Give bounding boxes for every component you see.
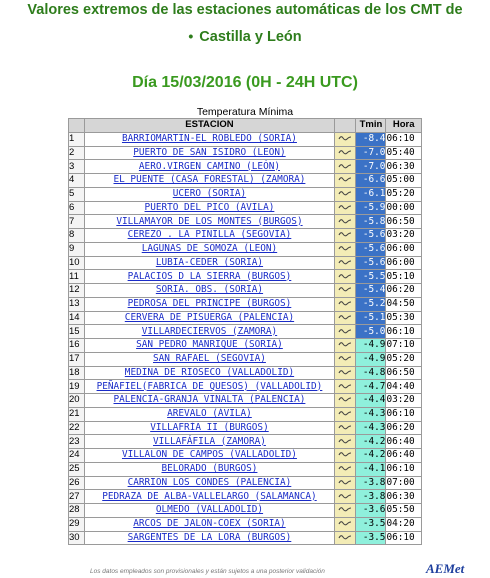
hour-value: 04:20: [386, 517, 422, 531]
footnote: Los datos empleados son provisionales y están sujetos a una posterior validación: [90, 568, 325, 575]
table-row: [69, 270, 422, 284]
date-heading: Día 15/03/2016 (0H - 24H UTC): [132, 74, 358, 91]
station-link[interactable]: MEDINA DE RIOSECO (VALLADOLID): [84, 366, 335, 380]
table-row: [69, 531, 422, 545]
hour-value: 06:10: [386, 407, 422, 421]
tmin-value: -4.9: [356, 352, 386, 366]
extremes-table: [68, 118, 422, 545]
tmin-value: -5.9: [356, 201, 386, 215]
col-header-hora: Hora: [386, 119, 422, 133]
graph-icon[interactable]: [335, 242, 356, 256]
graph-icon[interactable]: [335, 504, 356, 518]
tmin-value: -6.1: [356, 187, 386, 201]
hour-value: 05:30: [386, 311, 422, 325]
tmin-value: -4.1: [356, 462, 386, 476]
station-link[interactable]: SAN PEDRO MANRIQUE (SORIA): [84, 339, 335, 353]
station-link[interactable]: VILLALÓN DE CAMPOS (VALLADOLID): [84, 449, 335, 463]
col-header-station: ESTACION: [84, 119, 335, 133]
station-link[interactable]: SARGENTES DE LA LORA (BURGOS): [84, 531, 335, 545]
row-number: 2: [69, 146, 85, 160]
station-link[interactable]: PUERTO DE SAN ISIDRO (LEÓN): [84, 146, 335, 160]
graph-icon[interactable]: [335, 215, 356, 229]
hour-value: 05:00: [386, 174, 422, 188]
table-row: [69, 187, 422, 201]
graph-icon[interactable]: [335, 325, 356, 339]
row-number: 13: [69, 297, 85, 311]
hour-value: 06:10: [386, 462, 422, 476]
row-number: 30: [69, 531, 85, 545]
table-row: [69, 490, 422, 504]
hour-value: 05:10: [386, 270, 422, 284]
table-row: [69, 242, 422, 256]
table-row: [69, 174, 422, 188]
row-number: 6: [69, 201, 85, 215]
tmin-value: -5.0: [356, 325, 386, 339]
table-row: [69, 517, 422, 531]
hour-value: 06:40: [386, 435, 422, 449]
station-link[interactable]: PALENCIA-GRANJA VIÑALTA (PALENCIA): [84, 394, 335, 408]
region-name: Castilla y León: [199, 29, 302, 45]
table-row: [69, 297, 422, 311]
hour-value: 06:10: [386, 132, 422, 146]
graph-icon[interactable]: [335, 435, 356, 449]
tmin-value: -4.3: [356, 421, 386, 435]
table-row: [69, 325, 422, 339]
station-link[interactable]: VILLARDECIERVOS (ZAMORA): [84, 325, 335, 339]
station-link[interactable]: OLMEDO (VALLADOLID): [84, 504, 335, 518]
graph-icon[interactable]: [335, 352, 356, 366]
table-row: [69, 215, 422, 229]
station-link[interactable]: LUBIA-CEDER (SORIA): [84, 256, 335, 270]
tmin-value: -4.4: [356, 394, 386, 408]
hour-value: 06:20: [386, 284, 422, 298]
row-number: 19: [69, 380, 85, 394]
graph-icon[interactable]: [335, 462, 356, 476]
col-header-tmin: Tmin: [356, 119, 386, 133]
tmin-value: -5.2: [356, 297, 386, 311]
row-number: 16: [69, 339, 85, 353]
graph-icon[interactable]: [335, 187, 356, 201]
station-link[interactable]: SAN RAFAEL (SEGOVIA): [84, 352, 335, 366]
station-link[interactable]: ARCOS DE JALÓN-COEX (SORIA): [84, 517, 335, 531]
tmin-value: -3.8: [356, 476, 386, 490]
hour-value: 06:30: [386, 490, 422, 504]
graph-icon[interactable]: [335, 229, 356, 243]
tmin-value: -4.2: [356, 449, 386, 463]
table-row: [69, 311, 422, 325]
row-number: 21: [69, 407, 85, 421]
hour-value: 07:00: [386, 476, 422, 490]
table-row: [69, 380, 422, 394]
row-number: 15: [69, 325, 85, 339]
station-link[interactable]: AERO.VIRGEN CAMINO (LEÓN): [84, 160, 335, 174]
row-number: 27: [69, 490, 85, 504]
graph-icon[interactable]: [335, 160, 356, 174]
table-row: [69, 462, 422, 476]
tmin-value: -3.8: [356, 490, 386, 504]
table-row: [69, 366, 422, 380]
table-caption: Temperatura Mínima: [196, 106, 294, 118]
station-link[interactable]: CERVERA DE PISUERGA (PALENCIA): [84, 311, 335, 325]
tmin-value: -3.5: [356, 517, 386, 531]
station-link[interactable]: VILLAFRÍA II (BURGOS): [84, 421, 335, 435]
station-link[interactable]: PALACIOS D LA SIERRA (BURGOS): [84, 270, 335, 284]
station-link[interactable]: PEÑAFIEL(FABRICA DE QUESOS) (VALLADOLID): [84, 380, 335, 394]
graph-icon[interactable]: [335, 256, 356, 270]
tmin-value: -4.3: [356, 407, 386, 421]
graph-icon[interactable]: [335, 284, 356, 298]
row-number: 10: [69, 256, 85, 270]
table-row: [69, 132, 422, 146]
station-link[interactable]: BELORADO (BURGOS): [84, 462, 335, 476]
row-number: 9: [69, 242, 85, 256]
hour-value: 04:50: [386, 297, 422, 311]
tmin-value: -4.7: [356, 380, 386, 394]
table-row: [69, 476, 422, 490]
station-link[interactable]: CARRION LOS CONDES (PALENCIA): [84, 476, 335, 490]
tmin-value: -5.5: [356, 270, 386, 284]
station-link[interactable]: PEDRAZA DE ALBA-VALLELARGO (SALAMANCA): [84, 490, 335, 504]
bullet-icon: •: [188, 28, 194, 44]
station-link[interactable]: PEDROSA DEL PRÍNCIPE (BURGOS): [84, 297, 335, 311]
tmin-value: -5.1: [356, 311, 386, 325]
graph-icon[interactable]: [335, 366, 356, 380]
tmin-value: -4.9: [356, 339, 386, 353]
row-number: 25: [69, 462, 85, 476]
page-title-line1: Valores extremos de las estaciones automáticas de los CMT de: [27, 2, 463, 18]
hour-value: 06:10: [386, 531, 422, 545]
page-title-line2: [0, 28, 490, 45]
col-header-graph: [335, 119, 356, 133]
tmin-value: -5.6: [356, 256, 386, 270]
tmin-value: -5.6: [356, 242, 386, 256]
station-link[interactable]: BARRIOMARTIN-EL ROBLEDO (SORIA): [84, 132, 335, 146]
row-number: 23: [69, 435, 85, 449]
row-number: 28: [69, 504, 85, 518]
graph-icon[interactable]: [335, 174, 356, 188]
hour-value: 05:40: [386, 146, 422, 160]
graph-icon[interactable]: [335, 476, 356, 490]
graph-icon[interactable]: [335, 311, 356, 325]
table-row: [69, 201, 422, 215]
hour-value: 06:20: [386, 421, 422, 435]
hour-value: 07:10: [386, 339, 422, 353]
row-number: 3: [69, 160, 85, 174]
hour-value: 06:10: [386, 325, 422, 339]
tmin-value: -3.6: [356, 504, 386, 518]
hour-value: 06:40: [386, 449, 422, 463]
graph-icon[interactable]: [335, 490, 356, 504]
table-row: [69, 394, 422, 408]
station-link[interactable]: VILLAFÁFILA (ZAMORA): [84, 435, 335, 449]
table-row: [69, 435, 422, 449]
hour-value: 05:20: [386, 352, 422, 366]
graph-icon[interactable]: [335, 201, 356, 215]
station-link[interactable]: PUERTO DEL PICO (ÁVILA): [84, 201, 335, 215]
tmin-value: -7.0: [356, 160, 386, 174]
table-row: [69, 504, 422, 518]
tmin-value: -8.4: [356, 132, 386, 146]
station-link[interactable]: UCERO (SORIA): [84, 187, 335, 201]
table-row: [69, 449, 422, 463]
station-link[interactable]: CEREZO . LA PINILLA (SEGOVIA): [84, 229, 335, 243]
tmin-value: -4.2: [356, 435, 386, 449]
row-number: 4: [69, 174, 85, 188]
table-row: [69, 160, 422, 174]
tmin-value: -4.8: [356, 366, 386, 380]
row-number: 5: [69, 187, 85, 201]
row-number: 1: [69, 132, 85, 146]
row-number: 22: [69, 421, 85, 435]
tmin-value: -6.6: [356, 174, 386, 188]
table-row: [69, 146, 422, 160]
tmin-value: -3.5: [356, 531, 386, 545]
row-number: 7: [69, 215, 85, 229]
row-number: 14: [69, 311, 85, 325]
table-row: [69, 407, 422, 421]
graph-icon[interactable]: [335, 380, 356, 394]
station-link[interactable]: AREVALO (ÁVILA): [84, 407, 335, 421]
graph-icon[interactable]: [335, 517, 356, 531]
table-row: [69, 284, 422, 298]
station-link[interactable]: LAGUNAS DE SOMOZA (LEÓN): [84, 242, 335, 256]
graph-icon[interactable]: [335, 146, 356, 160]
graph-icon[interactable]: [335, 407, 356, 421]
station-link[interactable]: SORIA. OBS. (SORIA): [84, 284, 335, 298]
hour-value: 03:20: [386, 229, 422, 243]
tmin-value: -7.0: [356, 146, 386, 160]
hour-value: 05:20: [386, 187, 422, 201]
row-number: 11: [69, 270, 85, 284]
hour-value: 03:20: [386, 394, 422, 408]
hour-value: 06:50: [386, 366, 422, 380]
graph-icon[interactable]: [335, 270, 356, 284]
graph-icon[interactable]: [335, 421, 356, 435]
table-row: [69, 421, 422, 435]
graph-icon[interactable]: [335, 449, 356, 463]
row-number: 17: [69, 352, 85, 366]
hour-value: 06:00: [386, 256, 422, 270]
hour-value: 00:00: [386, 201, 422, 215]
table-header-row: [69, 119, 422, 133]
hour-value: 04:40: [386, 380, 422, 394]
row-number: 29: [69, 517, 85, 531]
row-number: 8: [69, 229, 85, 243]
row-number: 26: [69, 476, 85, 490]
hour-value: 06:30: [386, 160, 422, 174]
table-row: [69, 229, 422, 243]
row-number: 20: [69, 394, 85, 408]
graph-icon[interactable]: [335, 531, 356, 545]
hour-value: 05:50: [386, 504, 422, 518]
graph-icon[interactable]: [335, 394, 356, 408]
hour-value: 06:50: [386, 215, 422, 229]
table-row: [69, 339, 422, 353]
station-link[interactable]: EL PUENTE (CASA FORESTAL) (ZAMORA): [84, 174, 335, 188]
graph-icon[interactable]: [335, 297, 356, 311]
tmin-value: -5.6: [356, 229, 386, 243]
col-header-num: [69, 119, 85, 133]
graph-icon[interactable]: [335, 132, 356, 146]
tmin-value: -5.4: [356, 284, 386, 298]
tmin-value: -5.8: [356, 215, 386, 229]
station-link[interactable]: VILLAMAYOR DE LOS MONTES (BURGOS): [84, 215, 335, 229]
row-number: 18: [69, 366, 85, 380]
table-row: [69, 352, 422, 366]
row-number: 12: [69, 284, 85, 298]
graph-icon[interactable]: [335, 339, 356, 353]
row-number: 24: [69, 449, 85, 463]
aemet-logo[interactable]: AEMet: [426, 561, 465, 576]
table-row: [69, 256, 422, 270]
hour-value: 06:00: [386, 242, 422, 256]
